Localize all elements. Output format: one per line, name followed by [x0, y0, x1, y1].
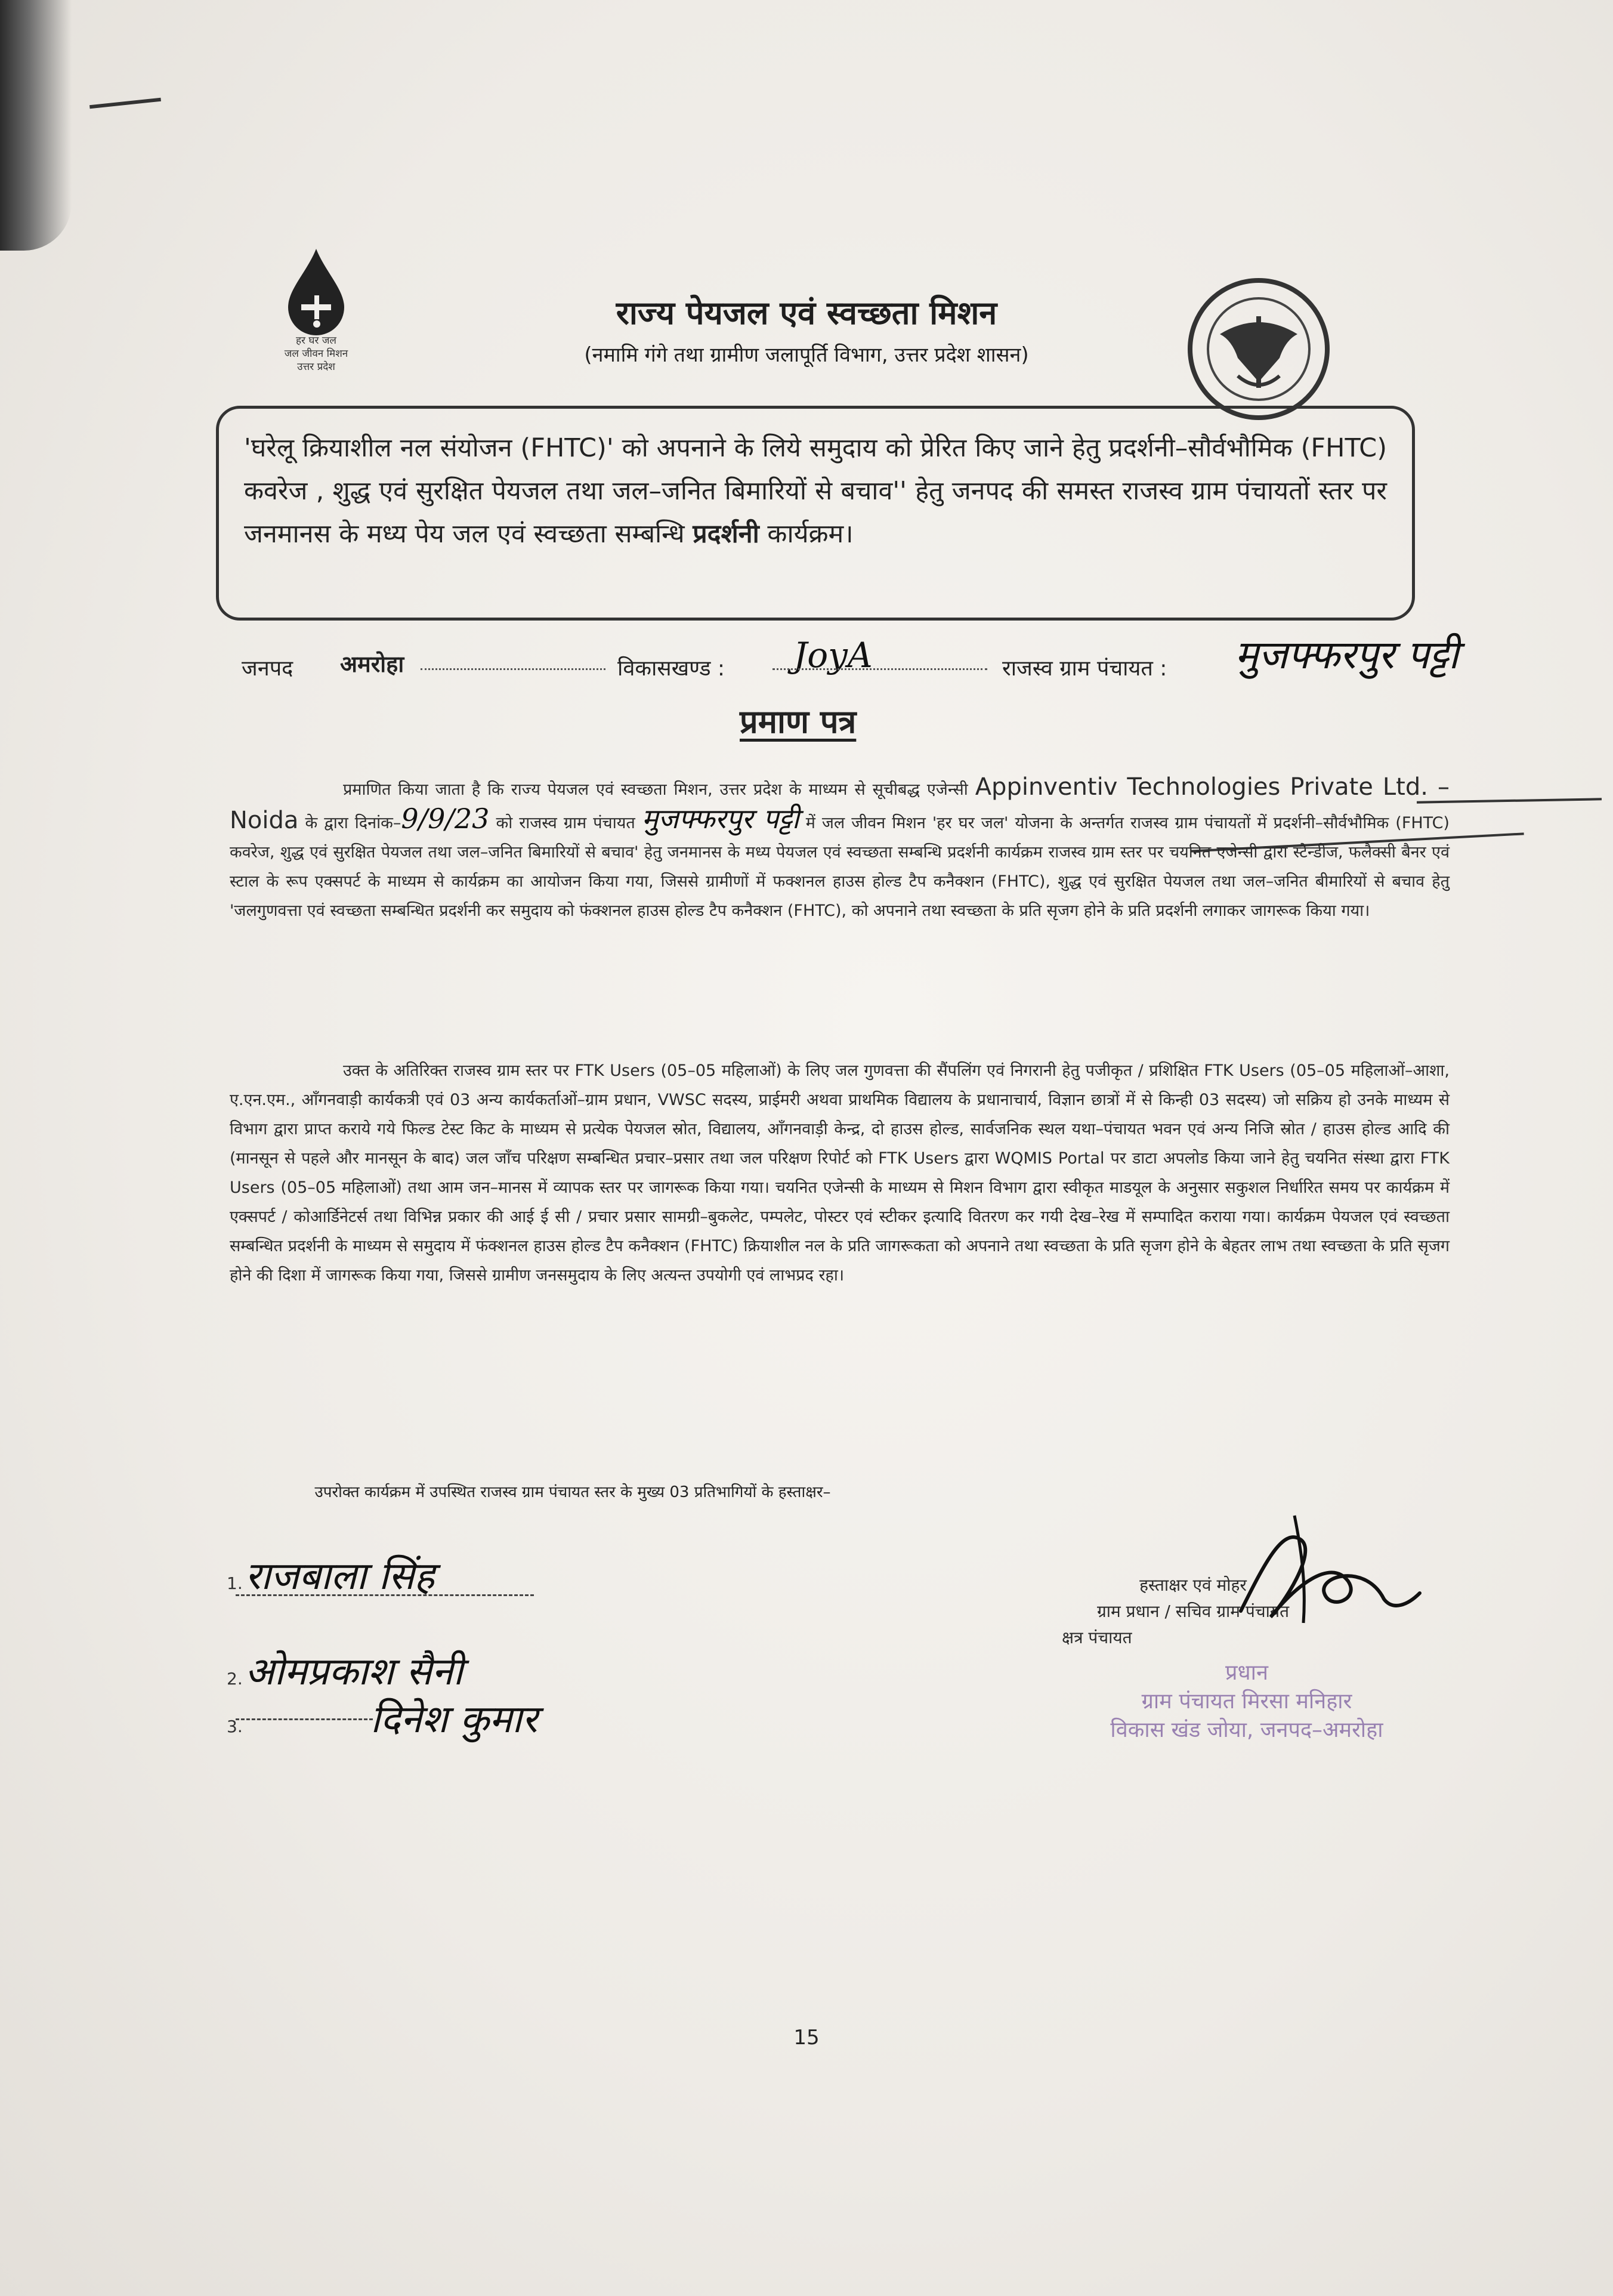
block-dots [772, 668, 987, 670]
logo-caption: हर घर जल [296, 335, 336, 347]
certificate-paragraph-1: प्रमाणित किया जाता है कि राज्य पेयजल एवं स्वच्छता मिशन, उत्तर प्रदेश के माध्यम से सूचीबद्ध एजेन्सी Appinventiv Technologies Private Ltd. – Noida के द्वारा दिनांक–9/9/23 को राजस्व ग्राम पंचायत मुजफ्फरपुर पट्टी में जल जीवन मिशन 'हर घर जल' योजना के अन्तर्गत राजस्व ग्राम पंचायतों में प्रदर्शनी–सौर्वभौमिक (FHTC) कवरेज, शुद्ध एवं सुरक्षित पेयजल तथा जल–जनित बिमारियों से बचाव' हेतु जनमानस के मध्य पेयजल एवं स्वच्छता सम्बन्धि प्रदर्शनी कार्यक्रम राजस्व ग्राम स्तर पर चयनित एजेन्सी द्वारा स्टैन्डीज, फलैक्सी बैनर एवं स्टाल के रूप एक्सपर्ट के माध्यम से कार्यक्रम का आयोजन किया गया, जिससे ग्रामीणों में फक्शनल हाउस होल्ड टैप कनैक्शन (FHTC), शुद्ध एवं सुरक्षित पेयजल तथा जल–जनित बीमारियों से बचाव हेतु 'जलगुणवत्ता एवं स्वच्छता सम्बन्धित प्रदर्शनी कर समुदाय को फंक्शनल हाउस होल्ड टैप कनैक्शन (FHTC), को अपनाने तथा स्वच्छता के प्रति सृजग होने के प्रति प्रदर्शनी लगाकर जागरूक किया गया। [230, 773, 1450, 920]
pradhan-stamp: प्रधान ग्राम पंचायत मिरसा मनिहार विकास खंड जोया, जनपद–अमरोहा [1110, 1661, 1383, 1742]
program-date: 9/9/23 [401, 803, 490, 835]
participant-2-signature: ओमप्रकाश सैनी [245, 1650, 463, 1694]
village-value: मुजफ्फरपुर पट्टी [1235, 632, 1459, 678]
district-dots [421, 668, 605, 670]
box-text: 'घरेलू क्रियाशील नल संयोजन (FHTC)' को अपनाने के लिये समुदाय को प्रेरित किए जाने हेतु प्रदर्शनी–सौर्वभौमिक (FHTC) कवरेज , शुद्ध एवं सुरक्षित पेयजल तथा जल–जनित बिमारियों से बचाव'' हेतु जनपद की समस्त राजस्व ग्राम पंचायतों स्तर पर जनमानस के मध्य पेय जल एवं स्वच्छता सम्बन्धि [244, 433, 1387, 549]
block-label: विकासखण्ड : [617, 656, 725, 681]
participant-1: 1. राजबाला सिंह [227, 1554, 435, 1598]
program-description-box [216, 406, 1415, 621]
pen-mark [89, 98, 161, 109]
participant-3: 3. दिनेश कुमार [227, 1698, 538, 1742]
certificate-title: प्रमाण पत्र [740, 703, 857, 740]
village-name-handwritten: मुजफ्फरपुर पट्टी [641, 803, 799, 835]
box-text-bold: प्रदर्शनी [693, 519, 759, 549]
district-value: अमरोहा [340, 651, 404, 677]
location-fields [242, 632, 1584, 686]
logo-caption-2: जल जीवन मिशन [284, 348, 348, 360]
sign-area: क्षत्र पंचायत [1062, 1628, 1132, 1647]
signature-line-1 [236, 1594, 534, 1596]
certificate-paragraph-2: उक्त के अतिरिक्त राजस्व ग्राम स्तर पर FTK Users (05–05 महिलाओं) के लिए जल गुणवत्ता की सैंपलिंग एवं निगरानी हेतु पजीकृत / प्रशिक्षित FTK Users (05–05 महिलाओं–आशा, ए.एन.एम., आँगनवाड़ी कार्यकत्री एवं 03 अन्य कार्यकर्ताओं–ग्राम प्रधान, VWSC सदस्य, प्राईमरी अथवा प्राथमिक विद्यालय के प्रधानाचार्य, विज्ञान छात्रों में से किन्ही 03 सदस्य) जो सक्रिय हो उनके माध्यम से विभाग द्वारा प्राप्त कराये गये फिल्ड टेस्ट किट के माध्यम से प्रत्येक पेयजल स्रोत, विद्यालय, आँगनवाड़ी केन्द्र, दो हाउस होल्ड, सार्वजनिक स्थल यथा–पंचायत भवन एवं अन्य निजि स्रोत / हाउस होल्ड आदि की (मानसून से पहले और मानसून के बाद) जल जाँच परिक्षण सम्बन्धित प्रचार–प्रसार तथा जल परिक्षण रिपोर्ट को FTK Users द्वारा WQMIS Portal पर डाटा अपलोड किया जाने हेतु चयनित संस्था द्वारा FTK Users (05–05 महिलाओं) तथा आम जन–मानस में व्यापक स्तर पर जागरूक किया गया। चयनित एजेन्सी के माध्यम से मिशन विभाग द्वारा स्वीकृत माडयूल के अनुसार सकुशल निर्धारित समय पर कार्यक्रम में एक्सपर्ट / कोआर्डिनेटर्स तथा विभिन्न प्रकार की आई ई सी / प्रचार प्रसार सामग्री–बुकलेट, पम्पलेट, पोस्टर एवं स्टीकर इत्यादि वितरण कर गयी देख–रेख में सम्पादित कराया गया। कार्यक्रम पेयजल एवं स्वच्छता सम्बन्धित प्रदर्शनी के माध्यम से समुदाय में फंक्शनल हाउस होल्ड टैप कनैक्शन (FHTC) क्रियाशील नल के प्रति जागरूकता को अपनाने तथा स्वच्छता के प्रति सृजग होने के बेहतर लाभ तथा स्वच्छता के प्रति सृजग होने की दिशा में जागरूक किया गया, जिससे ग्रामीण जनसमुदाय के लिए अत्यन्त उपयोगी एवं लाभप्रद रहा। [230, 1061, 1450, 1285]
sign-label: हस्ताक्षर एवं मोहर [1139, 1575, 1247, 1595]
logo-caption-3: उत्तर प्रदेश [297, 361, 335, 373]
pradhan-signature-icon [1229, 1492, 1426, 1647]
signatures-intro: उपरोक्त कार्यक्रम में उपस्थित राजस्व ग्राम पंचायत स्तर के मुख्य 03 प्रतिभागियों के हस्ताक्षर– [314, 1483, 831, 1501]
agency-name: Appinventiv Technologies Private Ltd. – Noida [230, 773, 1450, 834]
sign-role: ग्राम प्रधान / सचिव ग्राम पंचायत [1096, 1601, 1290, 1621]
box-text-end: कार्यक्रम। [767, 519, 854, 549]
mission-subtitle: (नमामि गंगे तथा ग्रामीण जलापूर्ति विभाग, उत्तर प्रदेश शासन) [584, 343, 1029, 367]
scan-shadow [0, 0, 72, 251]
mission-title: राज्य पेयजल एवं स्वच्छता मिशन [616, 294, 997, 332]
district-label: जनपद [242, 656, 293, 681]
signature-line-3 [236, 1718, 373, 1720]
block-value: JoyA [793, 635, 873, 675]
participant-3-signature: दिनेश कुमार [370, 1698, 538, 1742]
village-label: राजस्व ग्राम पंचायत : [1002, 656, 1167, 681]
page-number: 15 [793, 2026, 820, 2050]
participant-2: 2. ओमप्रकाश सैनी [227, 1650, 463, 1694]
participant-1-signature: राजबाला सिंह [245, 1554, 435, 1598]
